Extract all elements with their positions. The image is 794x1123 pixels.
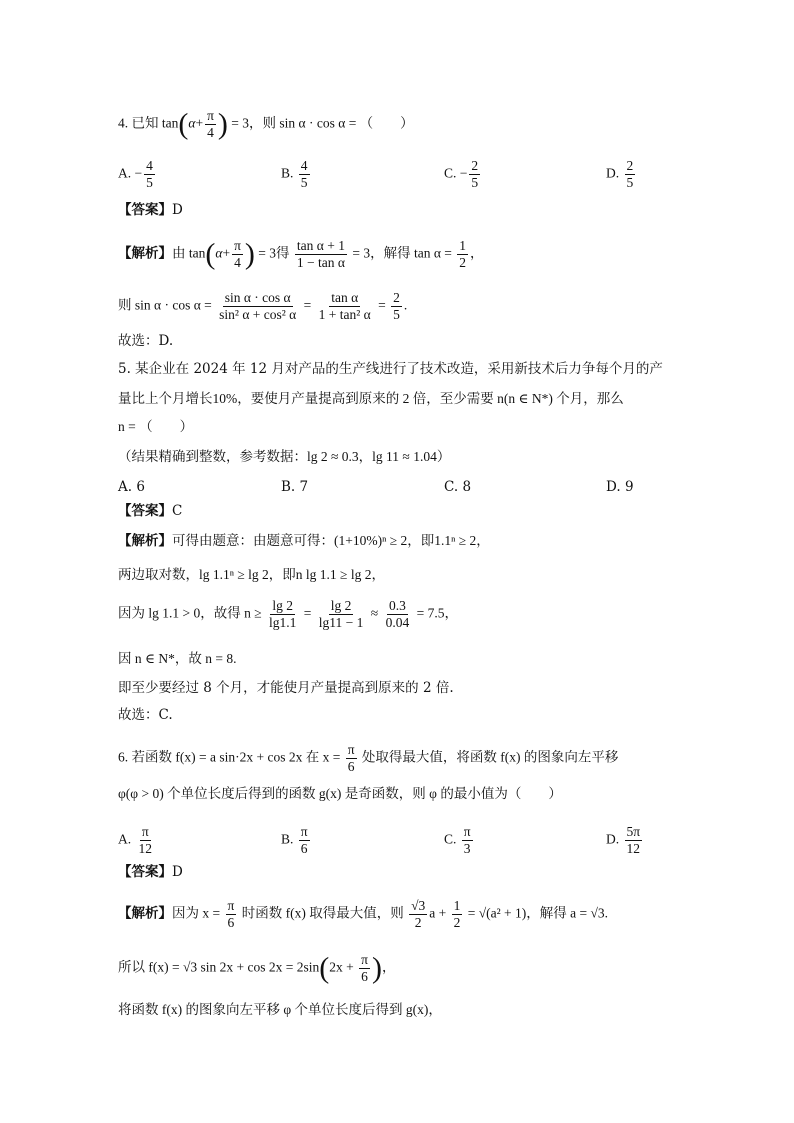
q6-answer: 【答案】D — [118, 864, 183, 880]
q6-option-c: C. $\frac{\pi}{3}$ — [444, 824, 471, 856]
q6-option-a: A. $\frac{\pi}{12}$ — [118, 824, 152, 856]
q5-solution-line5: 即至少要经过 8 个月，才能使月产量提高到原来的 2 倍. — [118, 680, 454, 696]
q5-stem-line2: 量比上个月增长10%，要使月产量提高到原来的 2 倍，至少需要 n(n ∈ N*) 个月，那么 — [118, 391, 624, 406]
q5-option-c: C. 8 — [444, 479, 472, 495]
q5-solution-line2: 两边取对数，lg 1.1ⁿ ≥ lg 2，即n lg 1.1 ≥ lg 2， — [118, 567, 385, 582]
q5-conclusion: 故选：C. — [118, 707, 173, 723]
q5-solution-line3: 因为 lg 1.1 > 0，故得 n ≥ $\frac{\lg 2}{\lg 1.1}$ = $\frac{\lg 2}{\lg 11 - 1}$ ≈ $\frac{0.3}{0.04}$ = 7.5， — [118, 598, 458, 630]
q6-stem-line2: φ(φ > 0) 个单位长度后得到的函数 g(x) 是奇函数，则 φ 的最小值为（ ） — [118, 786, 562, 801]
q4-option-b: B. $\frac{4}{5}$ — [281, 158, 308, 190]
q5-answer: 【答案】C — [118, 503, 183, 519]
q5-solution-line4: 因 n ∈ N*，故 n = 8. — [118, 651, 237, 666]
pi-over-4: $\frac{\pi}{4}$ — [207, 108, 214, 140]
q5-option-b: B. 7 — [281, 479, 309, 495]
q5-solution-line1: 【解析】可得由题意：由题意可得：(1+10%)ⁿ ≥ 2，即1.1ⁿ ≥ 2， — [118, 533, 490, 548]
q5-option-d: D. 9 — [606, 479, 634, 495]
q5-stem-line3: n = （ ） — [118, 419, 194, 434]
q5-note: （结果精确到整数，参考数据：lg 2 ≈ 0.3，lg 11 ≈ 1.04） — [118, 449, 451, 464]
q6-solution-line2: 所以 f(x) = √3 sin 2x + cos 2x = 2sin(2x + $\frac{\pi}{6}$ )， — [118, 951, 396, 985]
q4-solution-line2: 则 sin α · cos α = $\frac{\text{sin α · cos α}}{\text{sin² α + cos² α}}$ = $\frac{\text{tan α}}{\text{1 + tan² α}}$ = $\frac{2}{5}$ . — [118, 290, 408, 322]
q4-option-a: A. − $\frac{4}{5}$ — [118, 158, 153, 190]
q4-option-d: D. $\frac{2}{5}$ — [606, 158, 634, 190]
q5-stem-line1: 5. 某企业在 2024 年 12 月对产品的生产线进行了技术改造，采用新技术后力争每个月的产 — [118, 361, 663, 377]
q6-solution-line3: 将函数 f(x) 的图象向左平移 φ 个单位长度后得到 g(x)， — [118, 1002, 442, 1017]
q4-stem: 4. 已知 tan(α+ $\frac{\pi}{4}$ ) = 3，则 sin α · cos α = （ ） — [118, 107, 414, 141]
q4-answer: 【答案】D — [118, 202, 183, 218]
q6-option-d: D. $\frac{5\pi}{12}$ — [606, 824, 641, 856]
q4-solution-line1: 【解析】由 tan(α+ $\frac{\pi}{4}$ ) = 3得 $\frac{\text{tan α + 1}}{\text{1 − tan α}}$ = 3，解得 tan α = $\frac{1}{2}$ ， — [118, 237, 484, 271]
q4-conclusion: 故选：D. — [118, 333, 174, 349]
q6-solution-line1: 【解析】因为 x = $\frac{\pi}{6}$ 时函数 f(x) 取得最大值，则 $\frac{√3}{2}$ a + $\frac{1}{2}$ = √(a² + 1)，解得 a = √3. — [118, 898, 609, 930]
q6-option-b: B. $\frac{\pi}{6}$ — [281, 824, 308, 856]
q5-option-a: A. 6 — [118, 479, 145, 495]
q6-stem-line1: 6. 若函数 f(x) = a sin·2x + cos 2x 在 x = $\frac{\pi}{6}$ 处取得最大值，将函数 f(x) 的图象向左平移 — [118, 742, 619, 774]
q4-option-c: C. − $\frac{2}{5}$ — [444, 158, 479, 190]
